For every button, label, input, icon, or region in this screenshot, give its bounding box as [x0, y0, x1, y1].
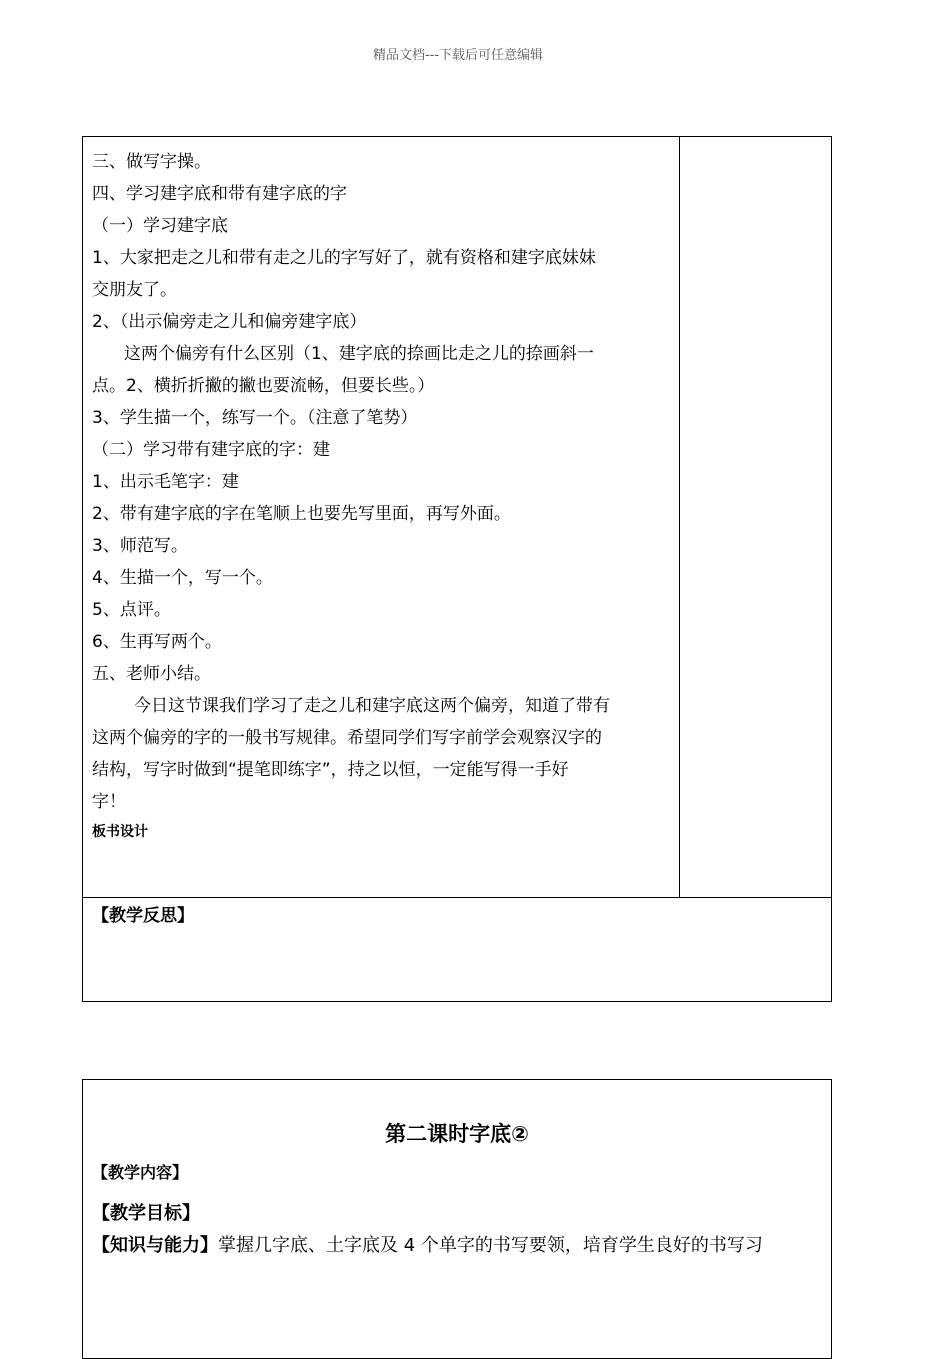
text-line: 1、出示毛笔字：建 [92, 472, 239, 492]
text-line: 今日这节课我们学习了走之儿和建字底这两个偏旁，知道了带有 [134, 696, 610, 716]
content-label: 【教学内容】 [92, 1163, 189, 1182]
text-line: 这两个偏旁有什么区别（1、建字底的捺画比走之儿的捺画斜一 [124, 344, 594, 364]
text-line: 三、做写字操。 [92, 152, 211, 172]
text-line: 结构，写字时做到“提笔即练字”，持之以恒，一定能写得一手好 [92, 760, 569, 780]
text-line: 6、生再写两个。 [92, 632, 222, 652]
page-header-note: 精品文档---下载后可任意编辑 [372, 48, 544, 63]
text-line: 1、大家把走之儿和带有走之儿的字写好了，就有资格和建字底妹妹 [92, 248, 596, 268]
reflection-label: 【教学反思】 [92, 906, 194, 926]
text-line: 2、带有建字底的字在笔顺上也要先写里面，再写外面。 [92, 504, 511, 524]
text-line: （二）学习带有建字底的字：建 [92, 440, 330, 460]
text-line: 3、学生描一个，练写一个。（注意了笔势） [92, 408, 418, 428]
text-line: 交朋友了。 [92, 280, 177, 300]
notes-cell [680, 137, 831, 897]
lesson-two-table [82, 1079, 832, 1359]
text-line: 点。2、横折折撇的撇也要流畅，但要长些。） [92, 376, 435, 396]
text-line: 字！ [92, 792, 126, 812]
ability-line [92, 1231, 763, 1257]
text-line: 四、学习建字底和带有建字底的字 [92, 184, 347, 204]
ability-text: 掌握几字底、土字底及 4 个单字的书写要领，培育学生良好的书写习 [218, 1235, 763, 1256]
ability-label: 【知识与能力】 [92, 1235, 218, 1256]
text-line: 这两个偏旁的字的一般书写规律。希望同学们写字前学会观察汉字的 [92, 728, 602, 748]
lesson-table [82, 136, 832, 1002]
text-line: 五、老师小结。 [92, 664, 211, 684]
text-line: 2、（出示偏旁走之儿和偏旁建字底） [92, 312, 367, 332]
lesson-title: 第二课时字底② [385, 1122, 529, 1146]
lesson-steps-cell [83, 137, 680, 897]
board-design-label: 板书设计 [92, 824, 148, 840]
text-line: 3、师范写。 [92, 536, 188, 556]
text-line: 5、点评。 [92, 600, 171, 620]
text-line: （一）学习建字底 [92, 216, 228, 236]
reflection-cell [83, 897, 831, 1001]
goal-label: 【教学目标】 [92, 1203, 200, 1224]
text-line: 4、生描一个，写一个。 [92, 568, 273, 588]
